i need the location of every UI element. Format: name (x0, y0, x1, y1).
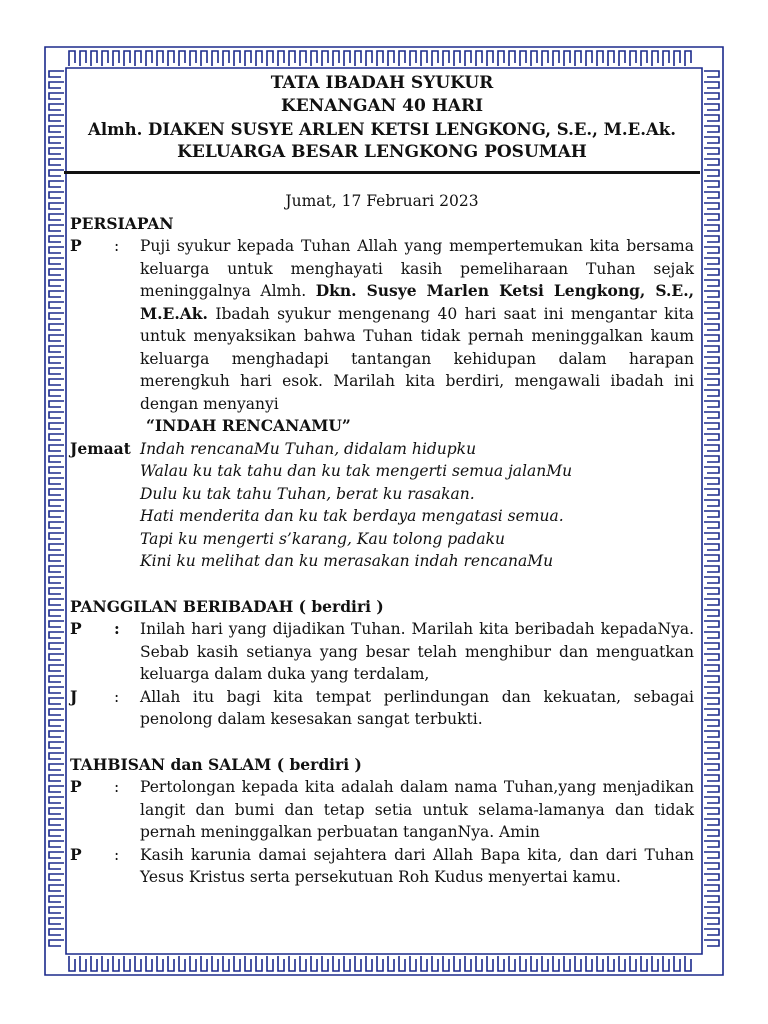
jemaat-row (70, 438, 694, 573)
speaker-label: P (70, 844, 82, 864)
persiapan-p-row (70, 235, 694, 415)
tahbisan-p1-row (70, 776, 694, 844)
colon: : (114, 619, 120, 638)
panggilan-j-row (70, 686, 694, 731)
lyric-line: Hati menderita dan ku tak berdaya mengatasi semua. (140, 507, 564, 525)
persiapan-p-text (140, 235, 694, 415)
tahbisan-p2-row (70, 844, 694, 889)
lyric-line: Dulu ku tak tahu Tuhan, berat ku rasakan. (140, 484, 475, 503)
colon: : (114, 687, 120, 706)
text-part: Puji syukur kepada Tuhan Allah yang mempertemukan kita bersama keluarga untuk menghayati kasih pemeliharaan Tuhan sejak meninggalnya Almh. (140, 237, 694, 300)
deceased-name-inline: Dkn. Susye Marlen Ketsi Lengkong, S.E., M.E.Ak. (140, 281, 694, 323)
colon: : (114, 845, 120, 864)
tahbisan-p1-text: Pertolongan kepada kita adalah dalam nama Tuhan,yang menjadikan langit dan bumi dan tetap setia untuk selama-lamanya dan tidak pernah meninggalkan perbuatan tanganNya. Amin (140, 778, 694, 841)
song-title: “INDAH RENCANAMU” (146, 416, 351, 435)
panggilan-p-row (70, 618, 694, 686)
speaker-label: P (70, 619, 82, 638)
section-title-panggilan: PANGGILAN BERIBADAH ( berdiri ) (70, 596, 384, 616)
speaker-label: P (70, 777, 82, 796)
header-divider (64, 171, 700, 174)
section-title-persiapan: PERSIAPAN (70, 213, 174, 233)
text-part: Ibadah syukur mengenang 40 hari saat ini mengantar kita untuk menyaksikan bahwa Tuhan tidak pernah meninggalkan kaum keluarga menghadapi tantangan kehidupan dalam harapan merengkuh hari esok. Marilah kita berdiri, mengawali ibadah ini dengan menyanyi (140, 304, 694, 413)
lyric-line: Walau ku tak tahu dan ku tak mengerti semua jalanMu (140, 462, 573, 480)
colon: : (114, 778, 120, 796)
section-title-tahbisan: TAHBISAN dan SALAM ( berdiri ) (70, 754, 362, 774)
panggilan-p-text: Inilah hari yang dijadikan Tuhan. Marilah kita beribadah kepadaNya. Sebab kasih setianya yang besar telah menghibur dan menguatkan keluarga dalam duka yang terdalam, (140, 620, 694, 683)
lyric-line: Tapi ku mengerti s’karang, Kau tolong padaku (140, 529, 505, 548)
header-title: TATA IBADAH SYUKUR (270, 73, 494, 93)
speaker-label: Jemaat (70, 438, 131, 458)
song-lyrics (140, 438, 572, 573)
header-family: KELUARGA BESAR LENGKONG POSUMAH (177, 142, 587, 162)
document-body (70, 72, 694, 889)
lyric-line: Indah rencanaMu Tuhan, didalam hidupku (140, 439, 477, 458)
colon: : (114, 237, 120, 255)
lyric-line: Kini ku melihat dan ku merasakan indah rencanaMu (140, 552, 554, 570)
panggilan-j-text: Allah itu bagi kita tempat perlindungan dan kekuatan, sebagai penolong dalam kesesakan sangat terbukti. (140, 687, 694, 728)
header-subtitle: KENANGAN 40 HARI (280, 96, 484, 116)
speaker-label: P (70, 236, 82, 255)
service-date: Jumat, 17 Februari 2023 (285, 192, 479, 210)
header-deceased-name: Almh. DIAKEN SUSYE ARLEN KETSI LENGKONG, S.E., M.E.Ak. (88, 120, 676, 139)
speaker-label: J (70, 686, 78, 706)
tahbisan-p2-text: Kasih karunia damai sejahtera dari Allah Bapa kita, dan dari Tuhan Yesus Kristus serta persekutuan Roh Kudus menyertai kamu. (140, 845, 694, 886)
